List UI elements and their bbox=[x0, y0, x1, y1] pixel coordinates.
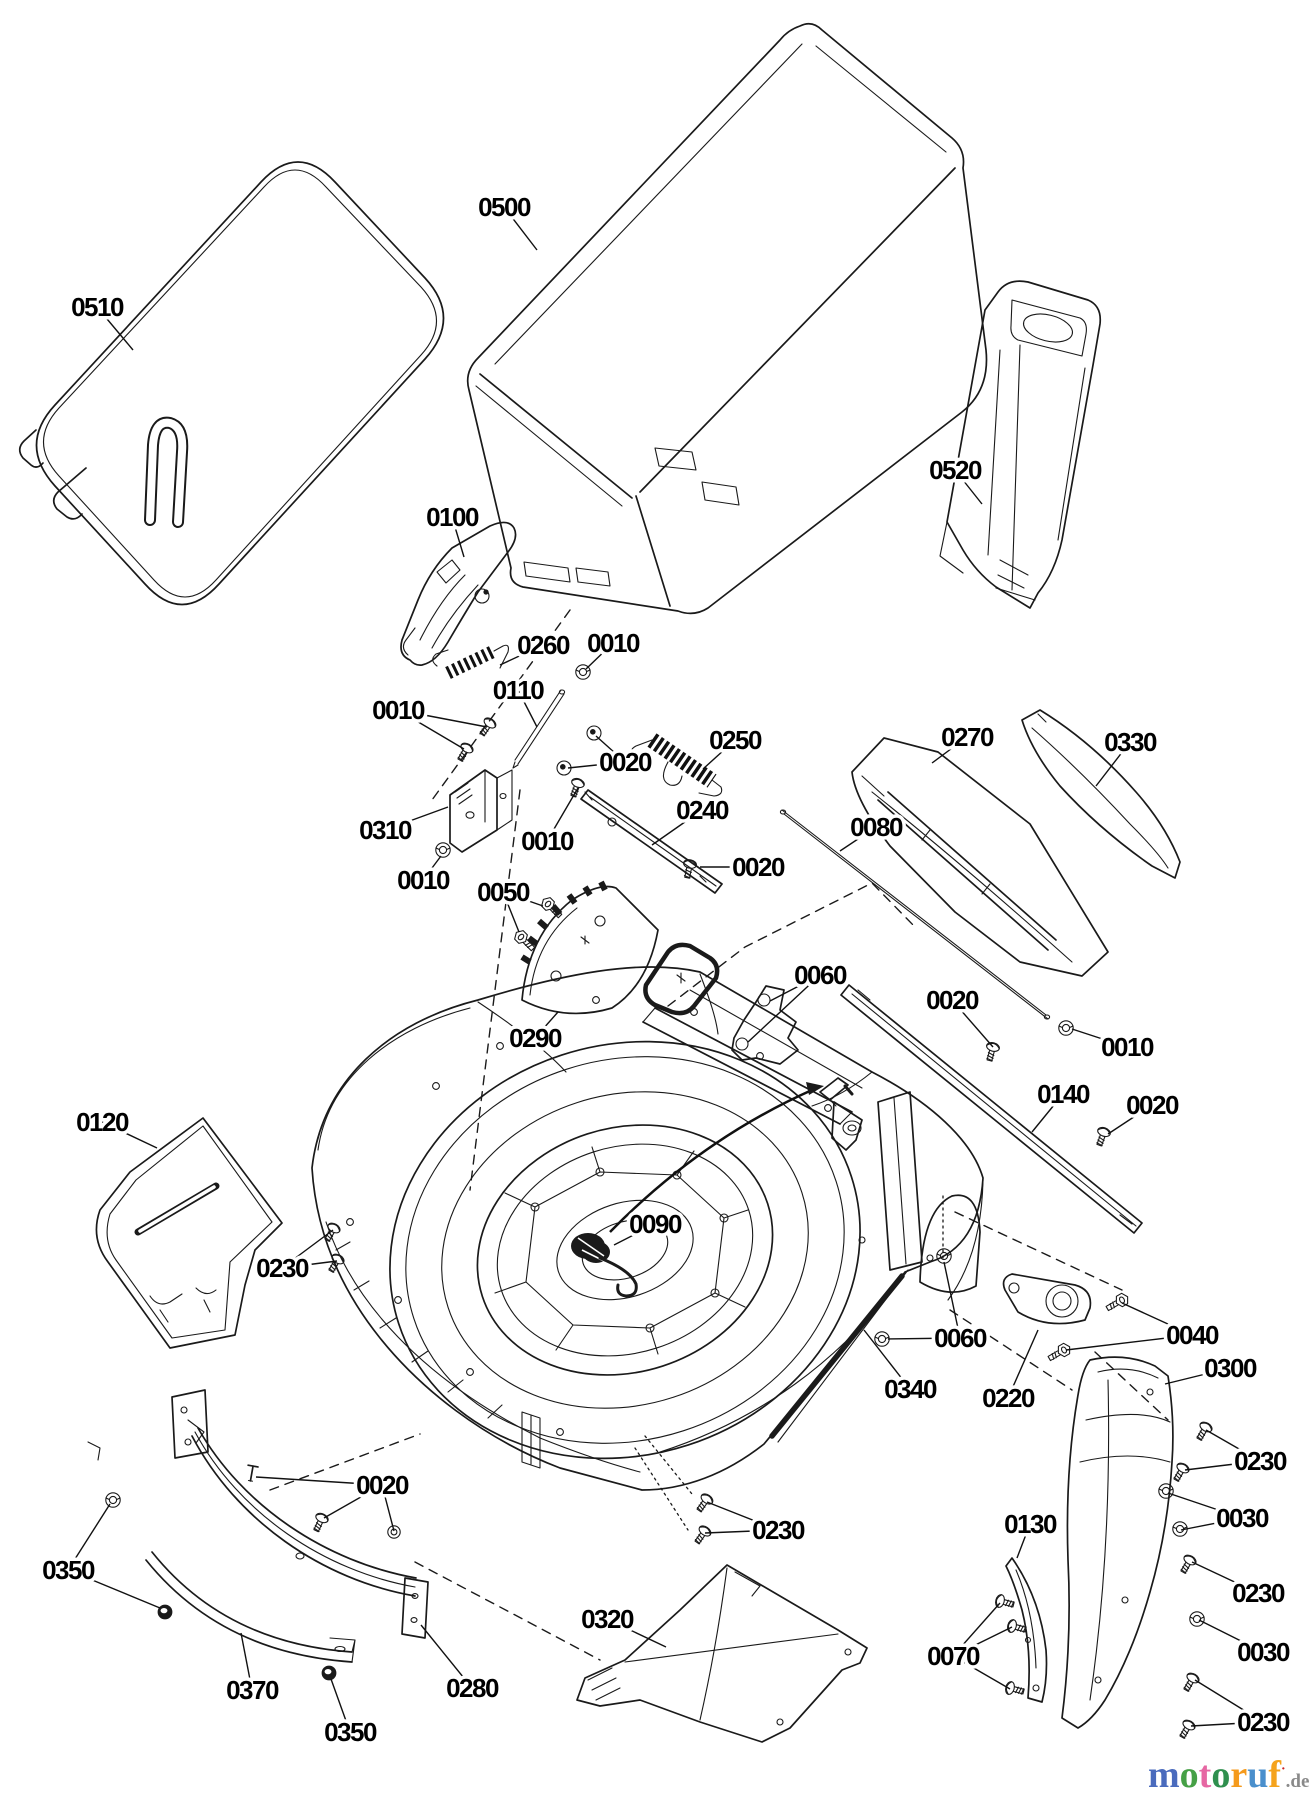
nut-0350 bbox=[322, 1666, 337, 1681]
watermark-tld: .de bbox=[1285, 1771, 1310, 1792]
part-label: 0260 bbox=[517, 630, 569, 660]
part-label: 0030 bbox=[1216, 1503, 1268, 1533]
part-label: 0130 bbox=[1004, 1509, 1056, 1539]
part-label: 0040 bbox=[1166, 1320, 1218, 1350]
part-label: 0350 bbox=[42, 1555, 94, 1585]
part-label: 0080 bbox=[850, 812, 902, 842]
nut-0350 bbox=[106, 1493, 120, 1507]
watermark-letter: m bbox=[1148, 1754, 1180, 1796]
part-label: 0060 bbox=[934, 1323, 986, 1353]
part-label: 0310 bbox=[359, 815, 411, 845]
handle-frame-0510 bbox=[20, 162, 444, 605]
part-label: 0010 bbox=[587, 628, 639, 658]
part-label: 0270 bbox=[941, 722, 993, 752]
watermark-letter: r bbox=[1230, 1754, 1248, 1796]
screw-0230 bbox=[694, 1492, 715, 1514]
bracket-0060-upper bbox=[732, 986, 798, 1064]
bracket-0310 bbox=[450, 770, 512, 852]
grass-bag-0500 bbox=[468, 24, 987, 614]
part-label: 0010 bbox=[397, 865, 449, 895]
part-label: 0110 bbox=[492, 675, 544, 705]
part-label: 0070 bbox=[927, 1641, 979, 1671]
part-label: 0020 bbox=[356, 1470, 408, 1500]
watermark-letter: u bbox=[1247, 1754, 1269, 1796]
part-label: 0520 bbox=[929, 455, 981, 485]
part-label: 0140 bbox=[1037, 1079, 1089, 1109]
part-label: 0100 bbox=[426, 502, 478, 532]
nut-0060 bbox=[875, 1332, 889, 1346]
screw-0230 bbox=[1170, 1461, 1190, 1483]
panel-0300 bbox=[1062, 1357, 1173, 1728]
blade-0140 bbox=[841, 985, 1142, 1233]
part-label: 0280 bbox=[446, 1673, 498, 1703]
nut-0350 bbox=[158, 1605, 173, 1620]
part-label: 0010 bbox=[521, 826, 573, 856]
part-label: 0300 bbox=[1204, 1353, 1256, 1383]
part-label: 0290 bbox=[509, 1023, 561, 1053]
mower-deck bbox=[312, 967, 983, 1519]
chute-0520 bbox=[940, 281, 1100, 608]
nut-0010 bbox=[436, 843, 450, 857]
watermark-letter: t bbox=[1198, 1754, 1212, 1796]
part-label: 0020 bbox=[926, 985, 978, 1015]
watermark-letter: o bbox=[1211, 1754, 1231, 1796]
deflector-0320 bbox=[577, 1565, 867, 1742]
nut-0010 bbox=[1059, 1021, 1073, 1035]
washer-0020 bbox=[388, 1526, 400, 1538]
part-label: 0510 bbox=[71, 292, 123, 322]
part-label: 0230 bbox=[1234, 1446, 1286, 1476]
rear-door-0270 bbox=[852, 738, 1108, 976]
gasket-pad bbox=[645, 945, 717, 1013]
part-label: 0240 bbox=[676, 795, 728, 825]
watermark-letter: o bbox=[1179, 1754, 1199, 1796]
part-label: 0060 bbox=[794, 960, 846, 990]
panel-0330 bbox=[1022, 710, 1180, 878]
screw-0230 bbox=[1177, 1553, 1197, 1575]
lever-0100 bbox=[401, 522, 516, 665]
screw-0070 bbox=[994, 1594, 1015, 1611]
screw-0020 bbox=[983, 1041, 1000, 1062]
part-label: 0250 bbox=[709, 725, 761, 755]
adjuster-0220 bbox=[1004, 1274, 1091, 1324]
rivet-0020 bbox=[246, 1465, 258, 1482]
screw-0070 bbox=[1004, 1681, 1025, 1698]
leader-lines bbox=[68, 207, 1263, 1732]
part-label: 0010 bbox=[372, 695, 424, 725]
screw-0230 bbox=[692, 1524, 713, 1546]
part-label: 0320 bbox=[581, 1604, 633, 1634]
part-label: 0220 bbox=[982, 1383, 1034, 1413]
screw-0010 bbox=[477, 716, 498, 738]
clip-small bbox=[88, 1442, 100, 1460]
part-label: 0230 bbox=[1237, 1707, 1289, 1737]
bumper-0280 bbox=[192, 1428, 428, 1638]
part-label: 0370 bbox=[226, 1675, 278, 1705]
part-label: 0050 bbox=[477, 877, 529, 907]
part-label: 0340 bbox=[884, 1374, 936, 1404]
screw-0020 bbox=[310, 1511, 329, 1533]
motoruf-watermark bbox=[1148, 1748, 1316, 1796]
blade-strip-0370 bbox=[146, 1552, 355, 1662]
part-label: 0350 bbox=[324, 1717, 376, 1747]
spring-0090 bbox=[571, 1082, 824, 1296]
part-label: 0090 bbox=[629, 1209, 681, 1239]
part-label: 0020 bbox=[599, 747, 651, 777]
part-label: 0010 bbox=[1101, 1032, 1153, 1062]
strip-0130 bbox=[1006, 1558, 1047, 1702]
nut-0030 bbox=[1159, 1484, 1173, 1498]
part-label: 0120 bbox=[76, 1107, 128, 1137]
screw-0230 bbox=[321, 1221, 341, 1243]
part-labels bbox=[42, 192, 1290, 1747]
nut-0030 bbox=[1190, 1612, 1204, 1626]
part-label: 0330 bbox=[1104, 727, 1156, 757]
part-label: 0230 bbox=[1232, 1578, 1284, 1608]
part-label: 0230 bbox=[752, 1515, 804, 1545]
cover-0120 bbox=[96, 1118, 282, 1348]
mount-plate bbox=[172, 1390, 208, 1458]
part-label: 0230 bbox=[256, 1253, 308, 1283]
screw-0020 bbox=[1093, 1126, 1111, 1148]
part-label: 0020 bbox=[1126, 1090, 1178, 1120]
latch-part bbox=[820, 1078, 862, 1150]
part-label: 0020 bbox=[732, 852, 784, 882]
watermark-letter: f bbox=[1268, 1754, 1281, 1796]
bolt-0040 bbox=[1104, 1292, 1130, 1314]
screw-0010 bbox=[567, 777, 585, 799]
part-label: 0030 bbox=[1237, 1637, 1289, 1667]
bolt-0040 bbox=[1046, 1342, 1072, 1364]
screw-0230 bbox=[1193, 1420, 1213, 1442]
part-label: 0500 bbox=[478, 192, 530, 222]
screw-0230 bbox=[1176, 1718, 1196, 1740]
watermark-dot: · bbox=[1280, 1762, 1286, 1777]
